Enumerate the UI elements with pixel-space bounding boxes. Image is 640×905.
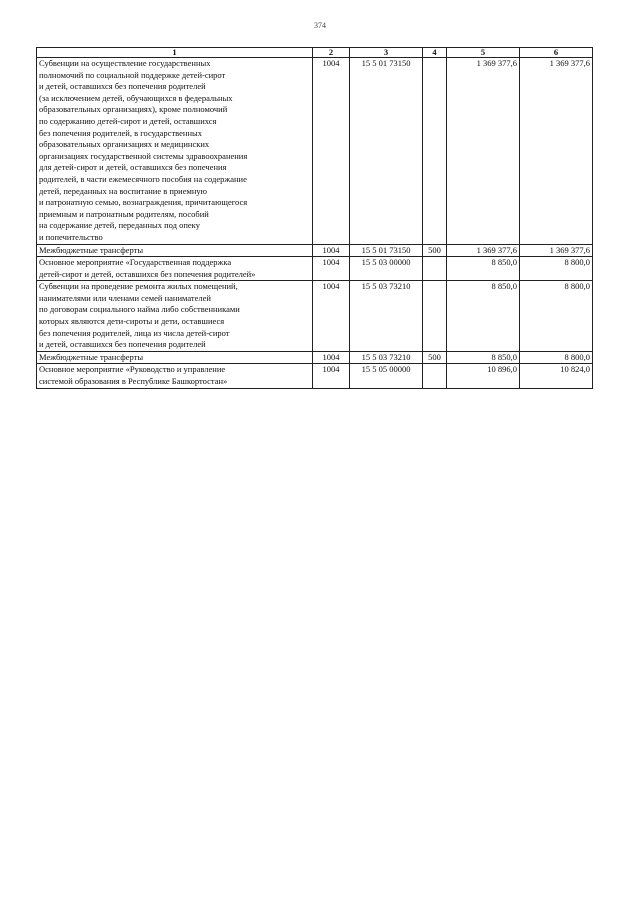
row-description xyxy=(37,351,313,364)
target-article-code: 15 5 05 00000 xyxy=(350,364,423,388)
header-row xyxy=(37,48,593,58)
amount-col-6: 10 824,0 xyxy=(520,364,593,388)
description-line: образовательных организациях), кроме полномочий xyxy=(39,104,228,115)
table-row xyxy=(37,58,593,245)
description-line: по содержанию детей-сирот и детей, оставшихся xyxy=(39,115,217,126)
description-line: нанимателями или членами семей нанимателей xyxy=(39,292,211,303)
table-row xyxy=(37,364,593,388)
description-line: без попечения родителей, в государственных xyxy=(39,127,202,138)
row-description xyxy=(37,257,313,281)
expense-type-code: 500 xyxy=(423,351,447,364)
target-article-code: 15 5 03 00000 xyxy=(350,257,423,281)
expense-type-code xyxy=(423,58,447,245)
amount-col-5: 8 850,0 xyxy=(447,351,520,364)
description-line: детей, переданных на воспитание в приемную xyxy=(39,185,208,196)
section-code: 1004 xyxy=(313,364,350,388)
row-description xyxy=(37,58,313,245)
table-row xyxy=(37,257,593,281)
description-line: родителей, в части ежемесячного пособия на содержание xyxy=(39,173,247,184)
amount-col-5: 8 850,0 xyxy=(447,257,520,281)
table-row xyxy=(37,281,593,352)
col-header-5: 5 xyxy=(447,48,520,58)
amount-col-5: 8 850,0 xyxy=(447,281,520,352)
target-article-code: 15 5 03 73210 xyxy=(350,351,423,364)
amount-col-6: 1 369 377,6 xyxy=(520,244,593,257)
amount-col-6: 1 369 377,6 xyxy=(520,58,593,245)
table-row xyxy=(37,244,593,257)
amount-col-5: 10 896,0 xyxy=(447,364,520,388)
col-header-1: 1 xyxy=(37,48,313,58)
section-code: 1004 xyxy=(313,58,350,245)
expense-type-code xyxy=(423,364,447,388)
description-line: полномочий по социальной поддержке детей-сирот xyxy=(39,69,226,80)
description-line: Основное мероприятие «Государственная поддержка xyxy=(39,257,232,268)
table-body xyxy=(37,58,593,389)
row-description xyxy=(37,244,313,257)
target-article-code: 15 5 01 73150 xyxy=(350,244,423,257)
table-row xyxy=(37,351,593,364)
col-header-3: 3 xyxy=(350,48,423,58)
target-article-code: 15 5 03 73210 xyxy=(350,281,423,352)
description-line: Субвенции на проведение ремонта жилых помещений, xyxy=(39,281,238,292)
section-code: 1004 xyxy=(313,257,350,281)
section-code: 1004 xyxy=(313,351,350,364)
description-line: Субвенции на осуществление государственных xyxy=(39,58,211,68)
target-article-code: 15 5 01 73150 xyxy=(350,58,423,245)
description-line: которых являются дети-сироты и дети, оставшиеся xyxy=(39,316,225,327)
page-number: 374 xyxy=(314,21,326,30)
description-line: (за исключением детей, обучающихся в федеральных xyxy=(39,92,233,103)
budget-table xyxy=(36,47,593,389)
expense-type-code xyxy=(423,257,447,281)
description-line: на содержание детей, переданных под опеку xyxy=(39,220,200,231)
description-line: и детей, оставшихся без попечения родителей xyxy=(39,81,206,92)
description-line: и детей, оставшихся без попечения родителей xyxy=(39,339,206,350)
amount-col-6: 8 800,0 xyxy=(520,257,593,281)
description-line: Межбюджетные трансферты xyxy=(39,244,144,255)
description-line: по договорам социального найма либо собственниками xyxy=(39,304,240,315)
description-line: без попечения родителей, лица из числа детей-сирот xyxy=(39,327,230,338)
description-line: детей-сирот и детей, оставшихся без попечения родителей» xyxy=(39,268,256,279)
description-line: образовательных организациях и медицинских xyxy=(39,139,210,150)
section-code: 1004 xyxy=(313,281,350,352)
col-header-6: 6 xyxy=(520,48,593,58)
description-line: Межбюджетные трансферты xyxy=(39,351,144,362)
description-line: организациях государственной системы здравоохранения xyxy=(39,150,248,161)
amount-col-6: 8 800,0 xyxy=(520,281,593,352)
section-code: 1004 xyxy=(313,244,350,257)
amount-col-5: 1 369 377,6 xyxy=(447,244,520,257)
col-header-4: 4 xyxy=(423,48,447,58)
description-line: Основное мероприятие «Руководство и управление xyxy=(39,364,226,375)
description-line: приемным и патронатным родителям, пособий xyxy=(39,208,209,219)
description-line: для детей-сирот и детей, оставшихся без попечения xyxy=(39,162,227,173)
row-description xyxy=(37,281,313,352)
amount-col-6: 8 800,0 xyxy=(520,351,593,364)
expense-type-code: 500 xyxy=(423,244,447,257)
row-description xyxy=(37,364,313,388)
description-line: и попечительство xyxy=(39,231,103,242)
description-line: системой образования в Республике Башкортостан» xyxy=(39,376,228,387)
col-header-2: 2 xyxy=(313,48,350,58)
description-line: и патронатную семью, вознаграждения, причитающегося xyxy=(39,197,248,208)
amount-col-5: 1 369 377,6 xyxy=(447,58,520,245)
expense-type-code xyxy=(423,281,447,352)
